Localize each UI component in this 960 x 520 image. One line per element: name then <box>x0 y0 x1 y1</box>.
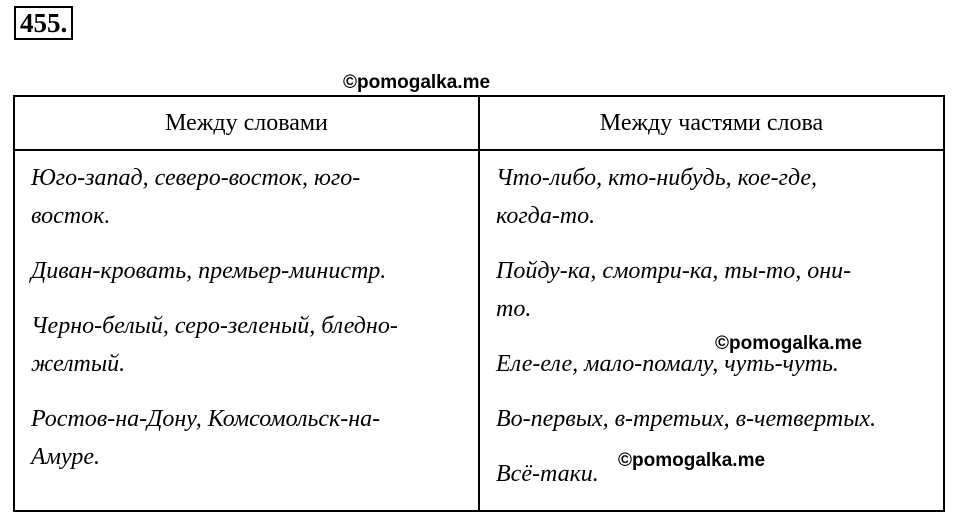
left-item-4 <box>31 400 464 476</box>
text-line: Юго-запад, северо-восток, юго- <box>31 165 361 191</box>
text-line: Амуре. <box>31 444 100 470</box>
text-line: Черно-белый, серо-зеленый, бледно- <box>31 313 398 339</box>
text-line: Диван-кровать, премьер-министр. <box>31 258 387 284</box>
header-between-words: Между словами <box>14 96 479 150</box>
text-line: когда-то. <box>496 203 596 229</box>
left-item-2 <box>31 252 464 290</box>
text-line: Что-либо, кто-нибудь, кое-где, <box>496 165 818 191</box>
text-line: Ростов-на-Дону, Комсомольск-на- <box>31 406 381 432</box>
text-line: Во-первых, в-третьих, в-четвертых. <box>496 406 877 432</box>
left-item-1 <box>31 159 464 235</box>
text-line: то. <box>496 296 532 322</box>
exercise-number: 455. <box>14 6 73 40</box>
right-item-1 <box>496 159 929 235</box>
watermark: ©pomogalka.me <box>715 333 863 354</box>
text-line: Всё-таки. <box>496 461 599 487</box>
table-header-row <box>14 96 944 150</box>
left-column-cell <box>14 150 479 511</box>
right-item-4 <box>496 400 929 438</box>
watermark: ©pomogalka.me <box>343 72 491 93</box>
left-item-3 <box>31 307 464 383</box>
table-row <box>14 150 944 511</box>
text-line: восток. <box>31 203 111 229</box>
right-item-3 <box>496 345 929 383</box>
header-between-word-parts: Между частями слова <box>479 96 944 150</box>
text-line: Пойду-ка, смотри-ка, ты-то, они- <box>496 258 852 284</box>
hyphen-table <box>13 95 945 512</box>
text-line: желтый. <box>31 351 126 377</box>
right-item-2 <box>496 252 929 328</box>
watermark: ©pomogalka.me <box>618 450 766 471</box>
text-line: Еле-еле, мало-помалу, чуть-чуть. <box>496 351 839 377</box>
